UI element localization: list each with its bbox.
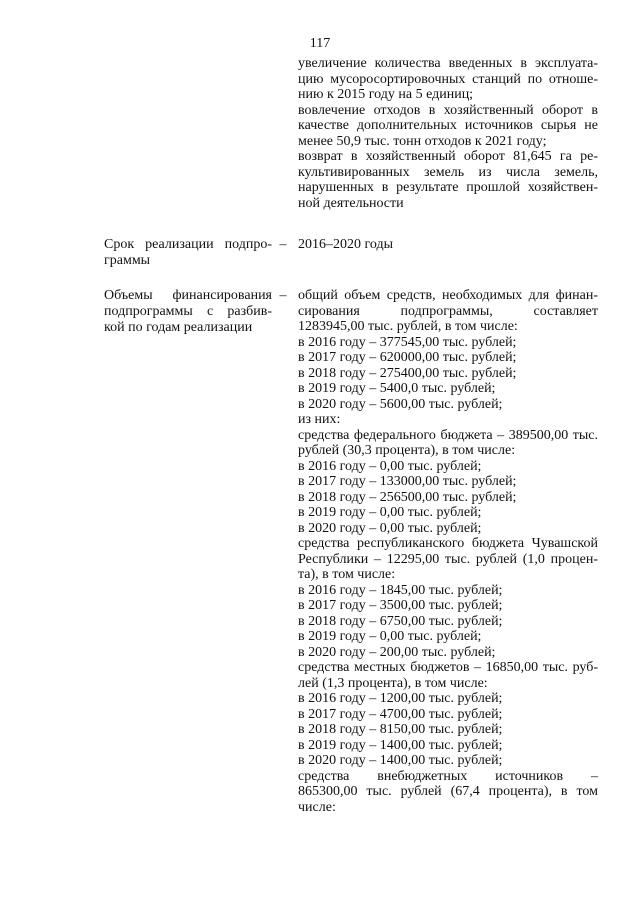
text-line: нию к 2015 году на 5 единиц; <box>298 87 474 102</box>
value-line: в 2016 году – 1845,00 тыс. рублей; <box>298 582 503 598</box>
row-dash: – <box>279 237 287 252</box>
value-line: в 2018 году – 6750,00 тыс. рублей; <box>298 613 503 629</box>
text-line: нарушенных в результате прошлой хозяйствен- <box>298 180 598 195</box>
value-line: в 2020 году – 0,00 тыс. рублей; <box>298 520 482 536</box>
value-line: в 2018 году – 8150,00 тыс. рублей; <box>298 722 503 737</box>
value-line: средства республиканского бюджета Чувашской <box>298 536 598 551</box>
text-line: ной деятельности <box>298 195 404 211</box>
page-number: 117 <box>309 36 331 51</box>
row-dash: – <box>279 288 287 303</box>
value-line: в 2019 году – 0,00 тыс. рублей; <box>298 629 482 644</box>
value-line: в 2018 году – 275400,00 тыс. рублей; <box>298 365 517 381</box>
value-line: в 2020 году – 200,00 тыс. рублей; <box>298 644 496 660</box>
label-line: кой по годам реализации <box>104 320 253 335</box>
value-line: в 2017 году – 3500,00 тыс. рублей; <box>298 598 503 613</box>
value-line: в 2017 году – 4700,00 тыс. рублей; <box>298 706 503 722</box>
label-line: граммы <box>104 253 151 268</box>
text-line: цию мусоросортировочных станций по отноше- <box>298 71 598 87</box>
value-line: числе: <box>298 799 336 815</box>
indicators-continuation <box>298 56 598 211</box>
value-line: средства федерального бюджета – 389500,00 тыс. <box>298 427 598 443</box>
value-line: рублей (30,3 процента), в том числе: <box>298 443 516 458</box>
value-line: 2016–2020 годы <box>298 237 394 252</box>
text-line: вовлечение отходов в хозяйственный оборот в <box>298 102 598 118</box>
value-line: 865300,00 тыс. рублей (67,4 процента), в том <box>298 784 598 799</box>
text-line: культивированных земель из числа земель, <box>298 164 598 180</box>
value-line: в 2016 году – 0,00 тыс. рублей; <box>298 458 482 474</box>
value-line: та), в том числе: <box>298 567 396 582</box>
value-line: в 2016 году – 377545,00 тыс. рублей; <box>298 334 517 350</box>
value-line: в 2019 году – 5400,0 тыс. рублей; <box>298 381 496 396</box>
value-line: средства местных бюджетов – 16850,00 тыс. руб- <box>298 660 598 675</box>
row-value <box>298 237 598 253</box>
value-line: в 2019 году – 0,00 тыс. рублей; <box>298 505 482 520</box>
label-line: подпрограммы с разбив- <box>104 304 272 319</box>
row-label <box>104 288 272 336</box>
row-label <box>104 237 272 269</box>
value-line: сирования подпрограммы, составляет <box>298 303 598 319</box>
value-line: из них: <box>298 412 341 427</box>
text-line: менее 50,9 тыс. тонн отходов к 2021 году; <box>298 133 547 149</box>
value-line: лей (1,3 процента), в том числе: <box>298 675 488 691</box>
value-line: в 2020 году – 5600,00 тыс. рублей; <box>298 396 503 412</box>
text-line: качестве дополнительных источников сырья не <box>298 118 598 133</box>
value-line: в 2019 году – 1400,00 тыс. рублей; <box>298 737 503 753</box>
value-line: Республики – 12295,00 тыс. рублей (1,0 процен- <box>298 551 598 567</box>
value-line: в 2018 году – 256500,00 тыс. рублей; <box>298 489 517 505</box>
label-line: Срок реализации подпро- <box>104 237 272 252</box>
value-line: 1283945,00 тыс. рублей, в том числе: <box>298 319 518 334</box>
label-line: Объемы финансирования <box>104 288 272 303</box>
value-line: в 2016 году – 1200,00 тыс. рублей; <box>298 691 503 706</box>
value-line: в 2020 году – 1400,00 тыс. рублей; <box>298 753 503 768</box>
text-line: возврат в хозяйственный оборот 81,645 га ре- <box>298 149 598 164</box>
value-line: средства внебюджетных источников – <box>298 768 598 784</box>
value-line: в 2017 году – 133000,00 тыс. рублей; <box>298 474 517 489</box>
text-line: увеличение количества введенных в эксплуата- <box>298 56 598 71</box>
row-value <box>298 288 598 815</box>
value-line: в 2017 году – 620000,00 тыс. рублей; <box>298 350 517 365</box>
value-line: общий объем средств, необходимых для финан- <box>298 288 598 303</box>
